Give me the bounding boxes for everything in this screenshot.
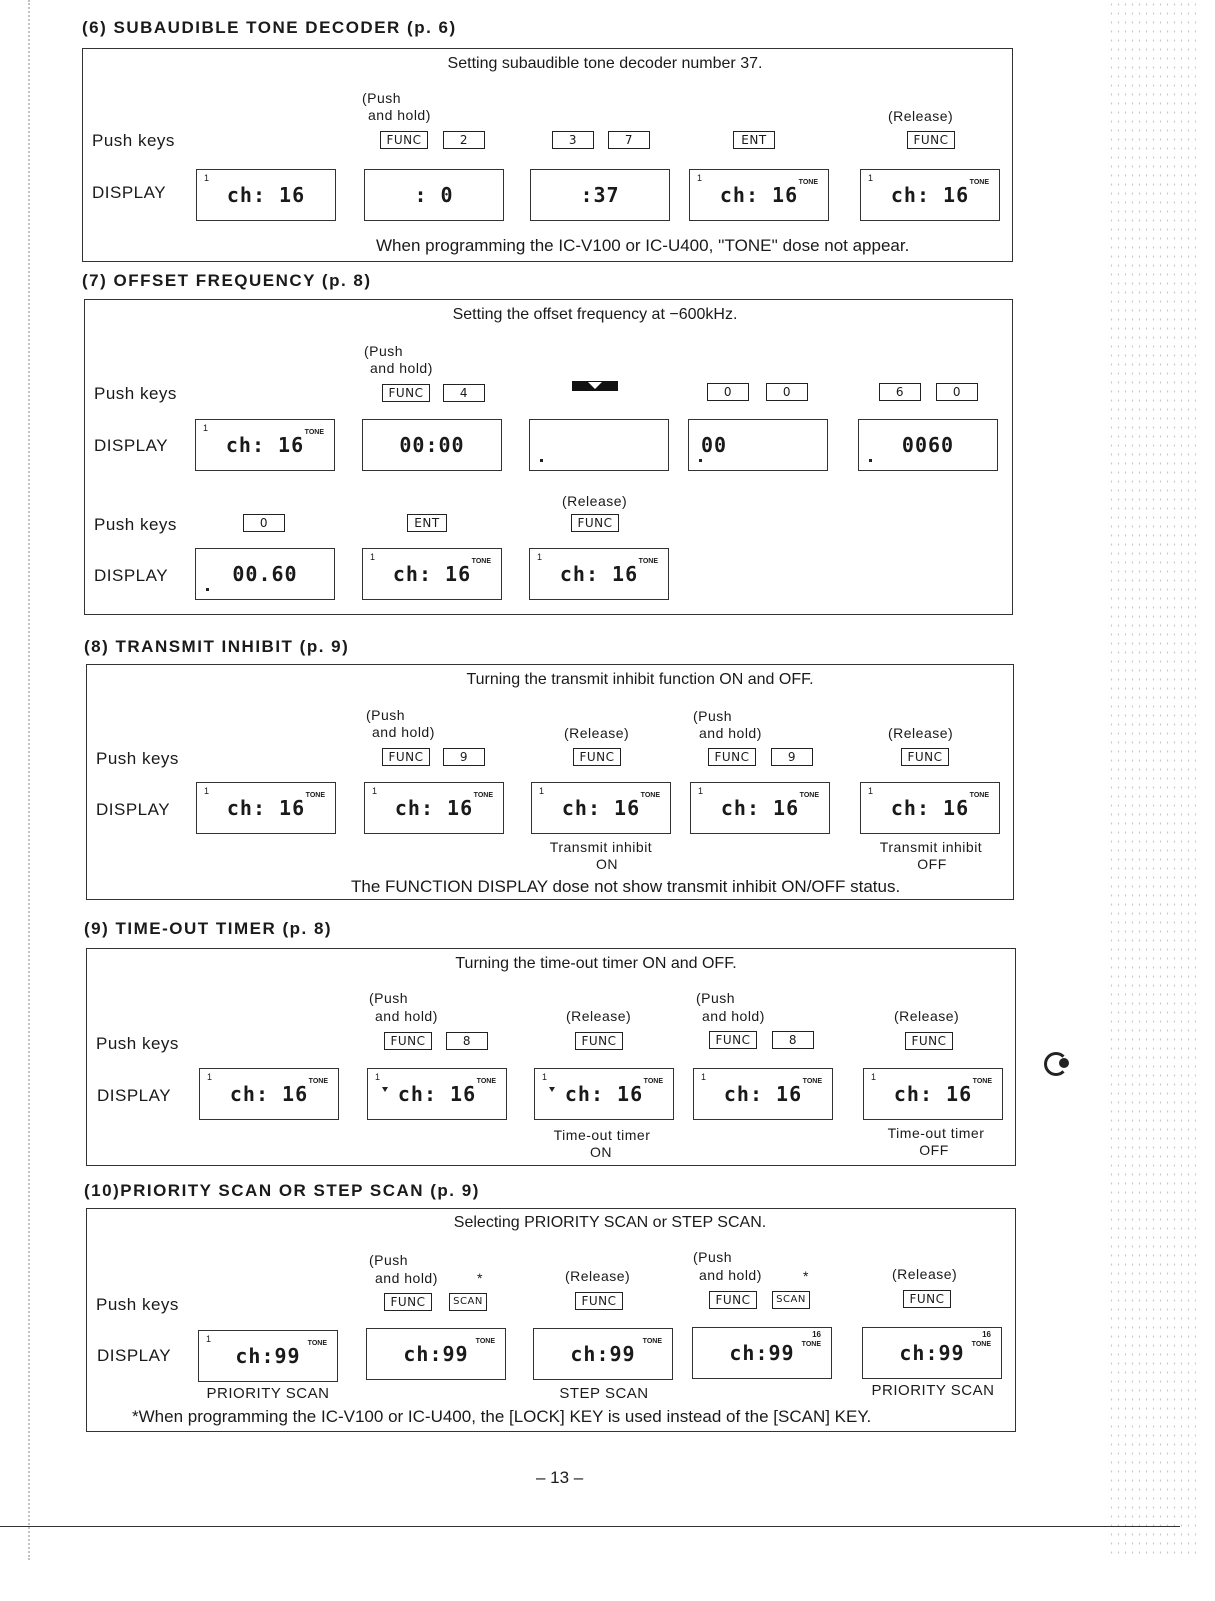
lcd-memory-1: 1	[207, 1072, 213, 1082]
lcd-display	[862, 1327, 1002, 1379]
push-keys-label: Push keys	[96, 1295, 179, 1314]
lcd-display	[534, 1068, 674, 1120]
section-10-subtitle: Selecting PRIORITY SCAN or STEP SCAN.	[453, 1214, 767, 1231]
lcd-tone-indicator: TONE	[305, 792, 325, 799]
release-note: (Release)	[562, 493, 628, 509]
lcd-display	[858, 419, 998, 471]
lcd-digits: 00.60	[232, 562, 298, 586]
section-8-title: (8) TRANSMIT INHIBIT (p. 9)	[84, 637, 350, 656]
lcd-display	[688, 419, 828, 471]
lcd-digits: ch: 16	[559, 562, 639, 586]
lcd-tone-indicator: TONE	[304, 429, 324, 436]
func-key[interactable]: FUNC	[380, 131, 428, 149]
key-0[interactable]: 0	[243, 514, 285, 532]
lcd-display	[693, 1068, 833, 1120]
lcd-display	[364, 169, 504, 221]
release-note: (Release)	[892, 1266, 958, 1282]
transmit-inhibit-off-note: Transmit inhibit	[879, 839, 983, 855]
lcd-channel-16: 16	[982, 1330, 991, 1339]
func-key[interactable]: FUNC	[903, 1290, 951, 1308]
lcd-tone-indicator: TONE	[802, 1078, 822, 1085]
push-hold-note: and hold)	[699, 725, 762, 741]
key-0[interactable]: 0	[936, 383, 978, 401]
lcd-memory-1: 1	[375, 1072, 381, 1082]
section-10-title: (10)PRIORITY SCAN OR STEP SCAN (p. 9)	[84, 1181, 480, 1200]
lcd-digits: ch: 16	[890, 183, 970, 207]
display-label: DISPLAY	[94, 566, 169, 585]
lcd-memory-1: 1	[701, 1072, 707, 1082]
lcd-digits: ch: 16	[225, 433, 305, 457]
release-note: (Release)	[566, 1008, 632, 1024]
step-scan-label: STEP SCAN	[559, 1385, 649, 1402]
section-7-subtitle: Setting the offset frequency at −600kHz.	[452, 306, 738, 323]
push-hold-note: (Push	[696, 990, 736, 1006]
lcd-display	[860, 169, 1000, 221]
lcd-digits: ch:99	[570, 1342, 636, 1366]
lcd-channel-16: 16	[812, 1330, 821, 1339]
key-3[interactable]: 3	[552, 131, 594, 149]
lcd-display	[362, 548, 502, 600]
timeout-off-note: Time-out timer	[887, 1125, 985, 1141]
lcd-display	[196, 782, 336, 834]
lcd-digits: ch: 16	[394, 796, 474, 820]
lcd-display	[530, 169, 670, 221]
push-hold-note: (Push	[366, 707, 406, 723]
section-8-footer: The FUNCTION DISPLAY dose not show transmit inhibit ON/OFF status.	[351, 877, 901, 896]
func-key[interactable]: FUNC	[709, 1291, 757, 1309]
func-key[interactable]: FUNC	[382, 748, 430, 766]
section-6-box	[82, 48, 1013, 262]
display-label: DISPLAY	[92, 183, 167, 202]
lcd-display	[692, 1327, 832, 1379]
lcd-tone-indicator: TONE	[971, 1341, 991, 1348]
key-0[interactable]: 0	[766, 383, 808, 401]
transmit-inhibit-on-note: ON	[596, 856, 618, 872]
down-arrow-key-icon[interactable]	[572, 381, 618, 391]
lcd-display	[362, 419, 502, 471]
lcd-digits: 00	[701, 433, 728, 457]
func-key[interactable]: FUNC	[384, 1293, 432, 1311]
push-hold-note: and hold)	[375, 1270, 438, 1286]
lcd-digits: ch:99	[729, 1341, 795, 1365]
lcd-memory-1: 1	[370, 552, 376, 562]
section-6-footer: When programming the IC-V100 or IC-U400, ''TONE'' dose not appear.	[376, 236, 910, 255]
lcd-tone-indicator: TONE	[972, 1078, 992, 1085]
lcd-digits: 00:00	[399, 433, 465, 457]
section-9-title: (9) TIME-OUT TIMER (p. 8)	[84, 919, 333, 938]
lcd-tone-indicator: TONE	[638, 558, 658, 565]
lcd-memory-1: 1	[868, 173, 874, 183]
lcd-memory-1: 1	[537, 552, 543, 562]
asterisk-note: *	[477, 1270, 483, 1286]
lcd-tone-indicator: TONE	[798, 179, 818, 186]
push-hold-note: (Push	[693, 1249, 733, 1265]
lcd-digits: ch: 16	[723, 1082, 803, 1106]
lcd-digits: ch: 16	[226, 183, 306, 207]
push-hold-note: (Push	[369, 990, 409, 1006]
lcd-memory-1: 1	[868, 786, 874, 796]
func-key[interactable]: FUNC	[382, 384, 430, 402]
lcd-memory-1: 1	[204, 173, 210, 183]
priority-scan-label: PRIORITY SCAN	[206, 1385, 330, 1402]
lcd-digits: ch: 16	[564, 1082, 644, 1106]
release-note: (Release)	[565, 1268, 631, 1284]
push-hold-note: and hold)	[375, 1008, 438, 1024]
release-note: (Release)	[888, 108, 954, 124]
lcd-minus-dot	[699, 459, 702, 462]
push-keys-label: Push keys	[96, 1034, 179, 1053]
asterisk-note: *	[803, 1268, 809, 1284]
scan-speckle	[1108, 0, 1196, 1560]
lcd-memory-1: 1	[204, 786, 210, 796]
push-hold-note: (Push	[364, 343, 404, 359]
push-keys-label: Push keys	[96, 749, 179, 768]
release-note: (Release)	[564, 725, 630, 741]
push-keys-label: Push keys	[94, 384, 177, 403]
lcd-digits: ch: 16	[397, 1082, 477, 1106]
lcd-digits: ch: 16	[890, 796, 970, 820]
lcd-tone-indicator: TONE	[643, 1078, 663, 1085]
key-9[interactable]: 9	[443, 748, 485, 766]
func-key[interactable]: FUNC	[573, 748, 621, 766]
lcd-display	[364, 782, 504, 834]
timeout-off-note: OFF	[919, 1142, 949, 1158]
lcd-digits: 0060	[901, 433, 955, 457]
display-label: DISPLAY	[94, 436, 169, 455]
section-9-box	[86, 948, 1016, 1166]
lcd-digits: :37	[580, 183, 620, 207]
section-6-title: (6) SUBAUDIBLE TONE DECODER (p. 6)	[82, 18, 457, 37]
lcd-tone-indicator: TONE	[476, 1078, 496, 1085]
lcd-display	[198, 1330, 338, 1382]
key-0[interactable]: 0	[707, 383, 749, 401]
lcd-display	[531, 782, 671, 834]
lcd-tone-indicator: TONE	[308, 1078, 328, 1085]
lcd-digits: ch: 16	[719, 183, 799, 207]
transmit-inhibit-off-note: OFF	[917, 856, 947, 872]
lcd-display	[366, 1328, 506, 1380]
bottom-rule	[0, 1526, 1180, 1527]
lcd-memory-1: 1	[697, 173, 703, 183]
lcd-digits: ch:99	[403, 1342, 469, 1366]
lcd-digits: ch:99	[235, 1344, 301, 1368]
lcd-display	[690, 782, 830, 834]
lcd-display	[196, 169, 336, 221]
timeout-on-note: Time-out timer	[553, 1127, 651, 1143]
key-2[interactable]: 2	[443, 131, 485, 149]
lcd-digits: ch: 16	[226, 796, 306, 820]
key-6[interactable]: 6	[879, 383, 921, 401]
lcd-memory-1: 1	[203, 423, 209, 433]
push-hold-note: (Push	[369, 1252, 409, 1268]
lcd-digits: : 0	[414, 183, 454, 207]
lcd-digits: ch: 16	[561, 796, 641, 820]
scan-key[interactable]: SCAN	[449, 1293, 487, 1311]
page-number: – 13 –	[536, 1468, 584, 1487]
display-label: DISPLAY	[96, 800, 171, 819]
push-hold-note: and hold)	[699, 1267, 762, 1283]
scan-key[interactable]: SCAN	[772, 1291, 810, 1309]
lcd-display	[529, 419, 669, 471]
lcd-tone-indicator: TONE	[475, 1338, 495, 1345]
display-label: DISPLAY	[97, 1086, 172, 1105]
lcd-memory-1: 1	[542, 1072, 548, 1082]
key-8[interactable]: 8	[772, 1031, 814, 1049]
lcd-display	[533, 1328, 673, 1380]
push-keys-label: Push keys	[92, 131, 175, 150]
lcd-minus-dot	[540, 459, 543, 462]
lcd-display	[195, 419, 335, 471]
lcd-display	[367, 1068, 507, 1120]
lcd-digits: ch: 16	[392, 562, 472, 586]
lcd-minus-dot	[869, 459, 872, 462]
lcd-memory-1: 1	[698, 786, 704, 796]
lcd-digits: ch: 16	[893, 1082, 973, 1106]
func-key[interactable]: FUNC	[901, 748, 949, 766]
priority-scan-label: PRIORITY SCAN	[871, 1382, 995, 1399]
lcd-tone-indicator: TONE	[801, 1341, 821, 1348]
lcd-display	[689, 169, 829, 221]
section-10-footer: *When programming the IC-V100 or IC-U400, the [LOCK] KEY is used instead of the [SCAN] KEY.	[132, 1407, 872, 1426]
push-hold-note: and hold)	[702, 1008, 765, 1024]
display-label: DISPLAY	[97, 1346, 172, 1365]
section-6-subtitle: Setting subaudible tone decoder number 37.	[447, 55, 763, 72]
section-8-subtitle: Turning the transmit inhibit function ON and OFF.	[466, 671, 814, 688]
section-9-subtitle: Turning the time-out timer ON and OFF.	[455, 955, 737, 972]
push-hold-note: (Push	[362, 90, 402, 106]
ent-key[interactable]: ENT	[733, 131, 775, 149]
timeout-on-note: ON	[590, 1144, 612, 1160]
func-key[interactable]: FUNC	[708, 748, 756, 766]
push-hold-note: (Push	[693, 708, 733, 724]
lcd-tone-indicator: TONE	[799, 792, 819, 799]
func-key[interactable]: FUNC	[571, 514, 619, 532]
key-7[interactable]: 7	[608, 131, 650, 149]
lcd-display	[195, 548, 335, 600]
release-note: (Release)	[888, 725, 954, 741]
key-9[interactable]: 9	[771, 748, 813, 766]
lcd-memory-1: 1	[206, 1334, 212, 1344]
func-key[interactable]: FUNC	[384, 1032, 432, 1050]
key-4[interactable]: 4	[443, 384, 485, 402]
lcd-memory-1: 1	[871, 1072, 877, 1082]
push-keys-label: Push keys	[94, 515, 177, 534]
lcd-tone-indicator: TONE	[307, 1340, 327, 1347]
push-hold-note: and hold)	[368, 107, 431, 123]
section-7-title: (7) OFFSET FREQUENCY (p. 8)	[82, 271, 372, 290]
lcd-memory-1: 1	[372, 786, 378, 796]
lcd-tone-indicator: TONE	[969, 792, 989, 799]
push-hold-note: and hold)	[370, 360, 433, 376]
lcd-digits: ch: 16	[720, 796, 800, 820]
lcd-display	[529, 548, 669, 600]
lcd-tone-indicator: TONE	[471, 558, 491, 565]
func-key[interactable]: FUNC	[709, 1031, 757, 1049]
release-note: (Release)	[894, 1008, 960, 1024]
func-key[interactable]: FUNC	[575, 1292, 623, 1310]
ent-key[interactable]: ENT	[407, 514, 447, 532]
lcd-minus-dot	[206, 588, 209, 591]
lcd-display	[863, 1068, 1003, 1120]
lcd-tone-indicator: TONE	[642, 1338, 662, 1345]
binding-edge	[28, 0, 40, 1560]
func-key[interactable]: FUNC	[575, 1032, 623, 1050]
transmit-inhibit-on-note: Transmit inhibit	[549, 839, 653, 855]
push-hold-note: and hold)	[372, 724, 435, 740]
func-key[interactable]: FUNC	[905, 1032, 953, 1050]
lcd-memory-1: 1	[539, 786, 545, 796]
lcd-display	[860, 782, 1000, 834]
func-key[interactable]: FUNC	[907, 131, 955, 149]
lcd-tone-indicator: TONE	[473, 792, 493, 799]
lcd-tone-indicator: TONE	[640, 792, 660, 799]
lcd-digits: ch:99	[899, 1341, 965, 1365]
lcd-tone-indicator: TONE	[969, 179, 989, 186]
key-8[interactable]: 8	[446, 1032, 488, 1050]
punch-hole-icon	[1044, 1052, 1068, 1076]
lcd-digits: ch: 16	[229, 1082, 309, 1106]
lcd-display	[199, 1068, 339, 1120]
